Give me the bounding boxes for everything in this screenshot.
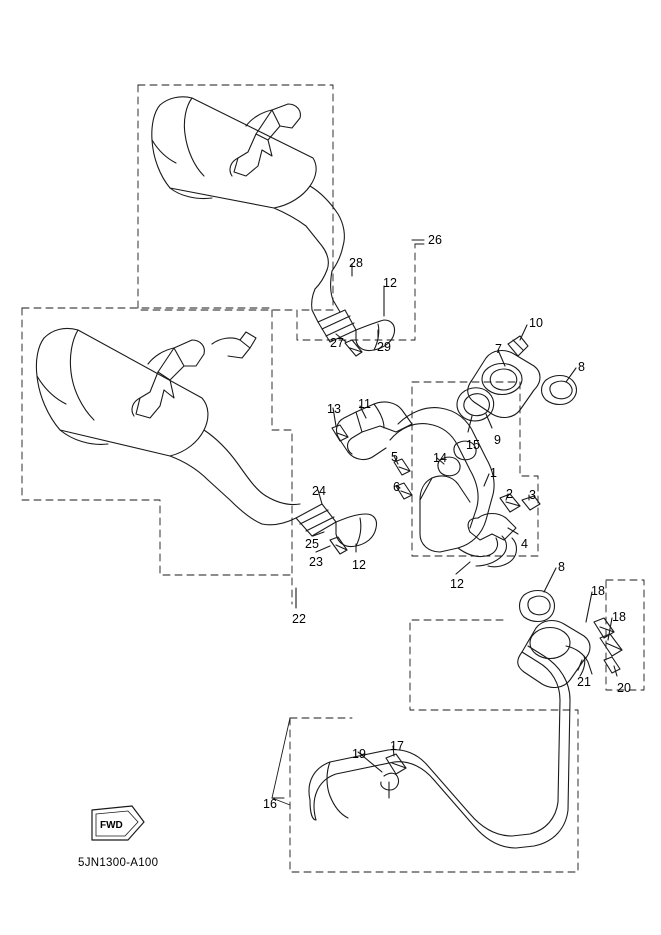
callout-number: 19 — [352, 747, 366, 761]
callout-number: 3 — [529, 488, 536, 502]
callout-number: 17 — [390, 739, 404, 753]
callout-number: 8 — [578, 360, 585, 374]
callout-number: 14 — [433, 451, 447, 465]
part-code-label: 5JN1300-A100 — [78, 857, 159, 869]
callout-number: 7 — [495, 342, 502, 356]
callout-number: 8 — [558, 560, 565, 574]
callout-number: 9 — [494, 433, 501, 447]
callout-number: 6 — [393, 480, 400, 494]
callout-number: 27 — [330, 336, 344, 350]
callout-number: 23 — [309, 555, 323, 569]
callout-number: 25 — [305, 537, 319, 551]
callout-number: 5 — [391, 450, 398, 464]
callout-number: 10 — [529, 316, 543, 330]
callout-number: 2 — [506, 487, 513, 501]
callout-number: 12 — [383, 276, 397, 290]
callout-number: 18 — [612, 610, 626, 624]
callout-number: 20 — [617, 681, 631, 695]
callout-number: 15 — [466, 438, 480, 452]
callout-number: 11 — [358, 397, 371, 411]
callout-number: 18 — [591, 584, 605, 598]
callout-number: 28 — [349, 256, 363, 270]
callout-number: 21 — [577, 675, 591, 689]
callout-number: 12 — [352, 558, 366, 572]
callout-number: 4 — [521, 537, 528, 551]
callout-number: 1 — [490, 466, 497, 480]
callout-number: 16 — [263, 797, 277, 811]
callout-number: 12 — [450, 577, 464, 591]
callout-number: 29 — [377, 340, 391, 354]
fwd-label: FWD — [100, 820, 123, 831]
callout-number: 26 — [428, 233, 442, 247]
callout-number: 13 — [327, 402, 341, 416]
callout-number: 24 — [312, 484, 326, 498]
callout-number: 22 — [292, 612, 306, 626]
